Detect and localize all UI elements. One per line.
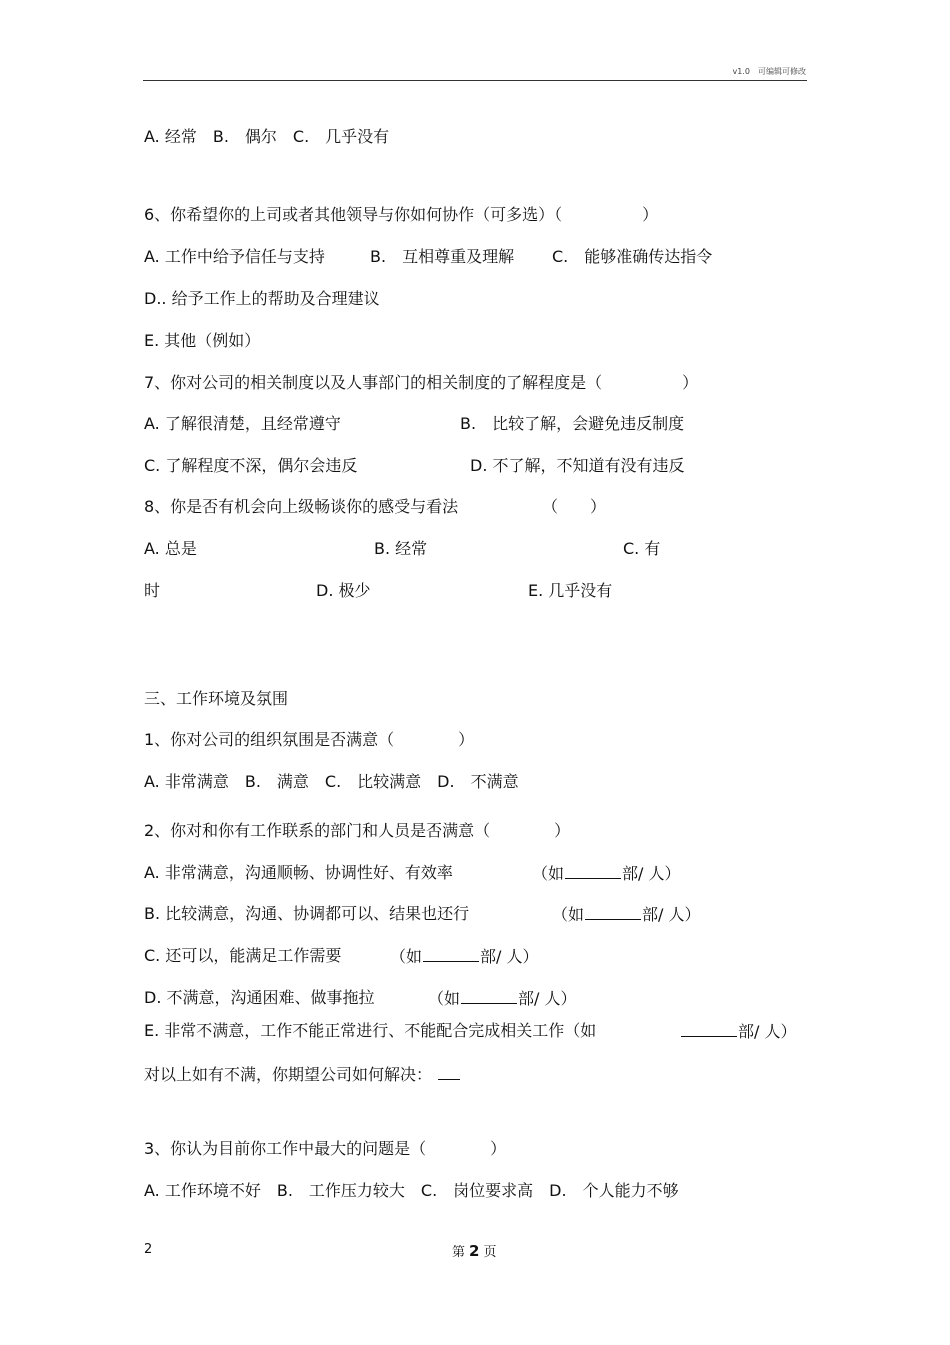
page-prefix: 第: [452, 1245, 466, 1260]
fill-suffix: 部/ 人）: [642, 905, 701, 924]
header-version-tag: v1.0 可编辑可修改: [732, 67, 806, 76]
fill-suffix: 部/ 人）: [738, 1022, 797, 1041]
fill-blank[interactable]: [565, 863, 621, 879]
s3-q2-option-d-fill: [428, 988, 577, 1009]
closing-text: 对以上如有不满，你期望公司如何解决：: [144, 1065, 433, 1084]
q8-question: 8、你是否有机会向上级畅谈你的感受与看法: [144, 497, 459, 516]
fill-blank[interactable]: [681, 1021, 737, 1037]
s3-q3-question: 3、你认为目前你工作中最大的问题是（ ）: [144, 1139, 507, 1158]
q8-option-e: E. 几乎没有: [528, 581, 613, 600]
q6-option-d: D.. 给予工作上的帮助及合理建议: [144, 289, 380, 308]
fill-prefix: （如: [532, 864, 565, 883]
page-suffix: 页: [483, 1245, 497, 1260]
fill-blank[interactable]: [423, 946, 479, 962]
s3-q2-option-b-fill: [552, 904, 701, 925]
header-rule: [143, 80, 807, 81]
footer-page-indicator: [452, 1241, 496, 1260]
fill-suffix: 部/ 人）: [518, 989, 577, 1008]
q7-option-b: B. 比较了解，会避免违反制度: [460, 414, 685, 433]
s3-q2-option-a-fill: [532, 863, 681, 884]
s3-q2-closing: [144, 1064, 461, 1085]
closing-blank[interactable]: [438, 1064, 460, 1080]
fill-suffix: 部/ 人）: [622, 864, 681, 883]
s3-q1-question: 1、你对公司的组织氛围是否满意（ ）: [144, 730, 475, 749]
q8-option-c-continued: 时: [144, 581, 161, 600]
q8-option-b: B. 经常: [374, 539, 428, 558]
fill-blank[interactable]: [585, 904, 641, 920]
fill-prefix: （如: [552, 905, 585, 924]
page-number: 2: [469, 1242, 480, 1260]
q6-option-e: E. 其他（例如）: [144, 331, 261, 350]
footer-number: 2: [144, 1242, 153, 1257]
q8-option-a: A. 总是: [144, 539, 197, 558]
s3-q2-option-b: B. 比较满意，沟通、协调都可以、结果也还行: [144, 904, 470, 923]
q5-options: A. 经常 B. 偶尔 C. 几乎没有: [144, 127, 390, 146]
s3-q2-option-c-fill: [390, 946, 539, 967]
s3-q1-options: A. 非常满意 B. 满意 C. 比较满意 D. 不满意: [144, 772, 519, 791]
q7-option-d: D. 不了解，不知道有没有违反: [470, 456, 685, 475]
q8-option-d: D. 极少: [316, 581, 371, 600]
s3-q2-option-a: A. 非常满意，沟通顺畅、协调性好、有效率: [144, 863, 453, 882]
q6-option-c: C. 能够准确传达指令: [552, 247, 713, 266]
q6-question: 6、你希望你的上司或者其他领导与你如何协作（可多选）（ ）: [144, 205, 659, 224]
fill-suffix: 部/ 人）: [480, 947, 539, 966]
q8-answer-paren: （ ）: [542, 497, 607, 516]
q6-option-a: A. 工作中给予信任与支持: [144, 247, 325, 266]
fill-prefix: （如: [428, 989, 461, 1008]
s3-q2-option-c: C. 还可以，能满足工作需要: [144, 946, 342, 965]
q7-option-a: A. 了解很清楚，且经常遵守: [144, 414, 341, 433]
q6-option-b: B. 互相尊重及理解: [370, 247, 515, 266]
s3-q3-options: A. 工作环境不好 B. 工作压力较大 C. 岗位要求高 D. 个人能力不够: [144, 1181, 679, 1200]
s3-q2-question: 2、你对和你有工作联系的部门和人员是否满意（ ）: [144, 821, 571, 840]
fill-blank[interactable]: [461, 988, 517, 1004]
q7-question: 7、你对公司的相关制度以及人事部门的相关制度的了解程度是（ ）: [144, 373, 699, 392]
section-3-title: 三、工作环境及氛围: [144, 689, 289, 708]
s3-q2-option-e-fill: [680, 1021, 796, 1042]
q7-option-c: C. 了解程度不深，偶尔会违反: [144, 456, 358, 475]
s3-q2-option-e: E. 非常不满意，工作不能正常进行、不能配合完成相关工作（如: [144, 1021, 597, 1040]
q8-option-c: C. 有: [623, 539, 661, 558]
fill-prefix: （如: [390, 947, 423, 966]
s3-q2-option-d: D. 不满意，沟通困难、做事拖拉: [144, 988, 375, 1007]
